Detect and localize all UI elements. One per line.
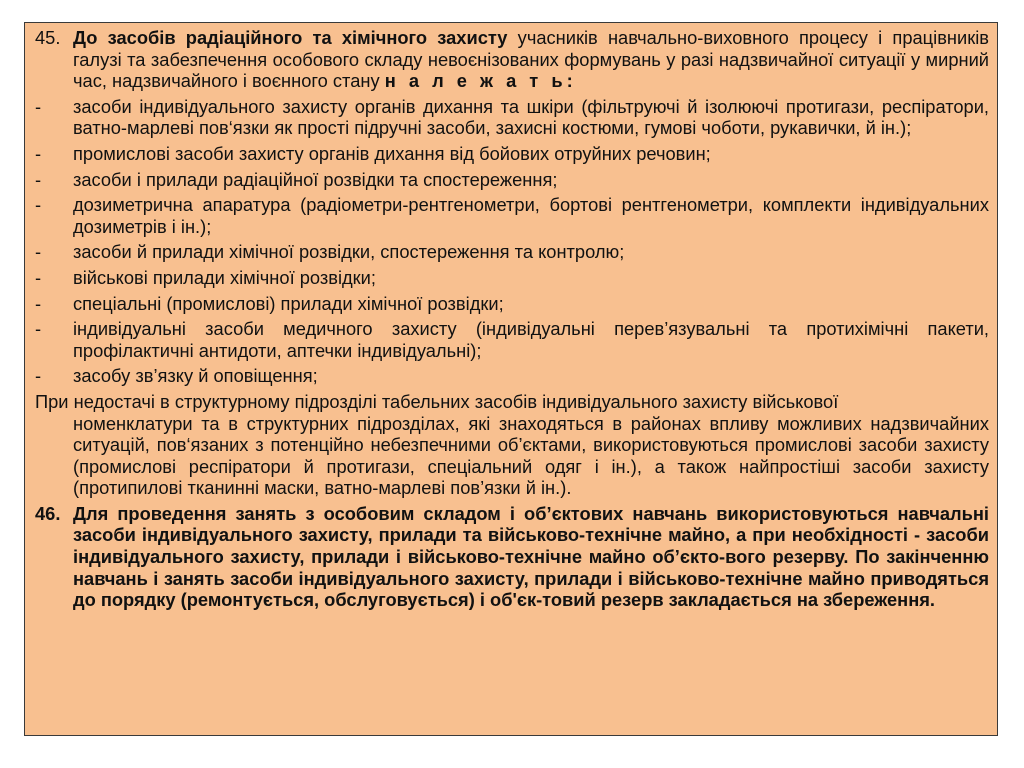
- paragraph-number: 46.: [35, 502, 61, 524]
- spaced-keyword: н а л е ж а т ь:: [384, 70, 577, 92]
- content-panel: [24, 22, 998, 736]
- list-item-text: дозиметрична апаратура (радіометри-рентгенометри, бортові рентгенометри, комплекти індивідуальних дозиметрів і ін.);: [73, 194, 989, 237]
- list-dash: -: [35, 318, 42, 340]
- list-dash: -: [35, 241, 42, 263]
- list-dash: -: [35, 168, 42, 190]
- paragraph-text: учасників навчально-виховного процесу і працівників галузі та забезпечення особового складу невоєнізованих формувань у разі надзвичайної ситуації у мирний час, надзвичайного і воєнного стану: [73, 27, 989, 92]
- shortage-first-line: При недостачі в структурному підрозділі табельних засобів індивідуального захисту військової: [35, 390, 839, 412]
- list-item-text: спеціальні (промислові) прилади хімічної розвідки;: [73, 292, 504, 314]
- shortage-paragraph: [35, 391, 989, 499]
- list-item-text: засоби й прилади хімічної розвідки, спостереження та контролю;: [73, 241, 625, 263]
- paragraph-number: 45.: [35, 27, 61, 48]
- list-dash: -: [35, 266, 42, 288]
- list-item: [35, 318, 989, 361]
- paragraph-45: [35, 27, 989, 92]
- list-item-text: засоби і прилади радіаційної розвідки та спостереження;: [73, 168, 558, 190]
- list-dash: -: [35, 142, 42, 164]
- list-item-text: індивідуальні засоби медичного захисту (індивідуальні перев’язувальні та протихімічні пакети, профілактичні антидоти, аптечки індивідуальні);: [73, 318, 989, 361]
- list-item: [35, 96, 989, 139]
- list-item: [35, 194, 989, 237]
- list-item: [35, 241, 989, 263]
- shortage-continuation: номенклатури та в структурних підрозділах, які знаходяться в районах впливу можливих надзвичайних ситуацій, пов‘язаних з потенційно небезпечними об’єктами, використовуються промислові засоби захисту (промислові респіратори й протигази, спеціальний одяг і ін.), а також найпростіші засоби захисту (протипилові тканинні маски, ватно-марлеві пов’язки й ін.).: [73, 412, 989, 499]
- list-dash: -: [35, 292, 42, 314]
- list-item-text: засобу зв’язку й оповіщення;: [73, 365, 318, 387]
- list-item-text: засоби індивідуального захисту органів дихання та шкіри (фільтруючі й ізолюючі протигази, респіратори, ватно-марлеві пов‘язки як прості підручні засоби, захисні костюми, гумові чоботи, рукавички, й ін.);: [73, 95, 989, 139]
- paragraph-46: [35, 503, 989, 611]
- list-dash: -: [35, 194, 42, 216]
- paragraph-body: [73, 27, 989, 92]
- paragraph-body: Для проведення занять з особовим складом і об’єктових навчань використовуються навчальні засоби індивідуального захисту, прилади та військово-технічне майно, а при необхідності - засоби індивідуального захисту, прилади і військово-технічне майно об’єкто-вого резерву. По закінченню навчань і занять засоби індивідуального захисту, прилади і військово-технічне майно приводяться до порядку (ремонтується, обслуговується) і об'єк-товий резерв закладається на збереження.: [73, 502, 989, 611]
- list-item: [35, 267, 989, 289]
- list-dash: -: [35, 95, 42, 117]
- list-item-text: військові прилади хімічної розвідки;: [73, 266, 376, 288]
- list-item: [35, 143, 989, 165]
- list-dash: -: [35, 365, 42, 387]
- list-item-text: промислові засоби захисту органів дихання від бойових отруйних речовин;: [73, 142, 711, 164]
- list-item: [35, 365, 989, 387]
- paragraph-bold-intro: До засобів радіаційного та хімічного захисту: [73, 27, 508, 48]
- list-item: [35, 293, 989, 315]
- list-item: [35, 169, 989, 191]
